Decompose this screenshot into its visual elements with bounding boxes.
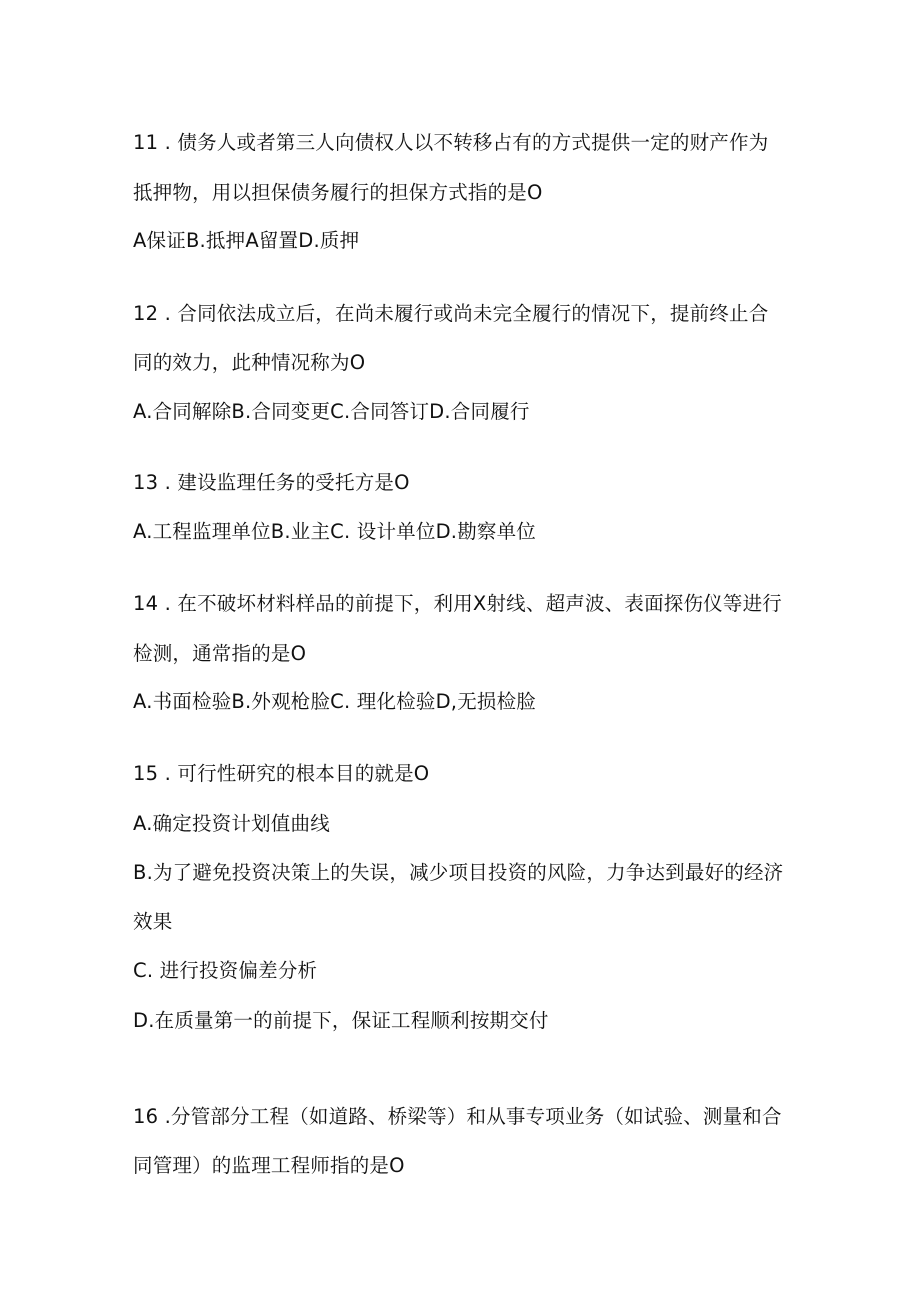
question-13-options: A.工程监理单位B.业主C. 设计单位D.勘察单位	[133, 520, 536, 543]
question-14-stem-line-2: 检测，通常指的是O	[133, 642, 307, 665]
question-11-stem-line-1: 11 . 债务人或者第三人向债权人以不转移占有的方式提供一定的财产作为	[133, 131, 769, 154]
question-13-stem: 13 . 建设监理任务的受托方是O	[133, 471, 410, 494]
question-15-option-b-line-1: B.为了避免投资决策上的失误，减少项目投资的风险，力争达到最好的经济	[133, 861, 784, 884]
question-15-option-c: C. 进行投资偏差分析	[133, 959, 318, 982]
question-14-options: A.书面检验B.外观枪脸C. 理化检验D,无损检脸	[133, 690, 536, 713]
question-11-options: A保证B.抵押A留置D.质押	[133, 229, 360, 252]
question-12-stem-line-2: 同的效力，此种情况称为O	[133, 351, 366, 374]
question-14-stem-line-1: 14 . 在不破坏材料样品的前提下，利用X射线、超声波、表面探伤仪等进行	[133, 592, 782, 615]
question-11-stem-line-2: 抵押物，用以担保债务履行的担保方式指的是O	[133, 181, 543, 204]
question-15-option-a: A.确定投资计划值曲线	[133, 812, 330, 835]
question-12-options: A.合同解除B.合同变更C.合同答订D.合同履行	[133, 400, 530, 423]
question-16-stem-line-2: 同管理）的监理工程师指的是O	[133, 1154, 405, 1177]
question-15-option-b-line-2: 效果	[133, 910, 173, 933]
question-12-stem-line-1: 12 . 合同依法成立后，在尚未履行或尚未完全履行的情况下，提前终止合	[133, 302, 769, 325]
question-16-stem-line-1: 16 .分管部分工程（如道路、桥梁等）和从事专项业务（如试验、测量和合	[133, 1105, 782, 1128]
question-15-option-d: D.在质量第一的前提下，保证工程顺利按期交付	[133, 1009, 549, 1032]
question-15-stem: 15 . 可行性研究的根本目的就是O	[133, 762, 430, 785]
